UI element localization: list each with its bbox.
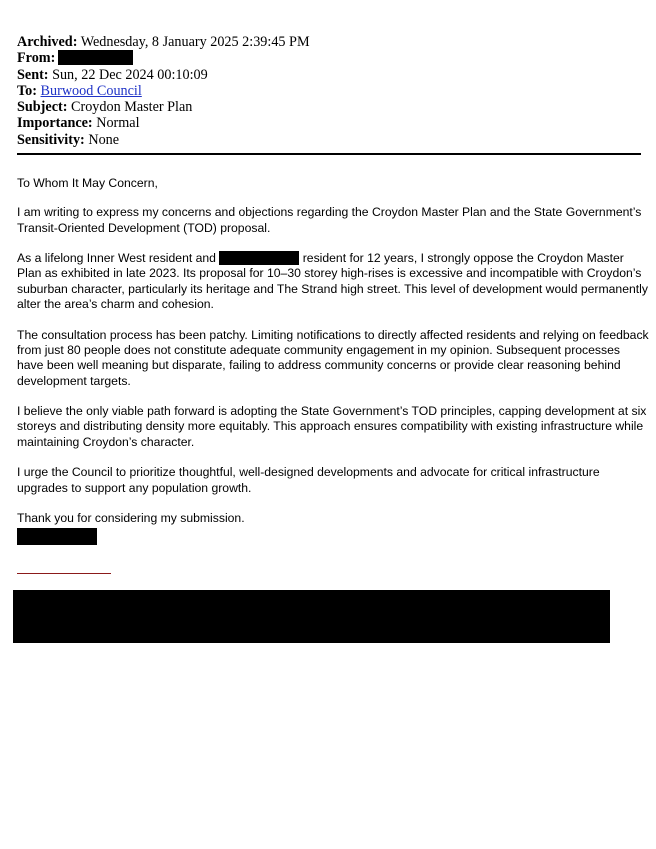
paragraph-3: The consultation process has been patchy. Limiting notifications to directly affected residents and relying on feedback from just 80 people does not constitute adequate community engagement in my opinion. Subsequent processes have been well meaning but disparate, failing to address community concerns or provide clear reasoning behind development targets.: [17, 327, 649, 388]
footer-redaction: [13, 590, 610, 643]
paragraph-1: I am writing to express my concerns and objections regarding the Croydon Master Plan and the State Government’s Transit-Oriented Development (TOD) proposal.: [17, 205, 642, 235]
email-header: [17, 34, 310, 148]
sent-label: Sent:: [17, 66, 49, 83]
archived-row: [17, 34, 310, 50]
sensitivity-value: None: [88, 131, 120, 148]
sent-value: Sun, 22 Dec 2024 00:10:09: [52, 66, 208, 83]
subject-row: [17, 99, 310, 115]
to-label: To:: [17, 82, 37, 99]
importance-value: Normal: [96, 115, 140, 132]
from-label: From:: [17, 50, 56, 67]
signature-rule: [17, 573, 111, 574]
closing-line: Thank you for considering my submission.: [17, 511, 245, 526]
archived-value: Wednesday, 8 January 2025 2:39:45 PM: [80, 34, 310, 50]
to-link[interactable]: Burwood Council: [40, 82, 142, 99]
sensitivity-label: Sensitivity:: [17, 131, 85, 148]
importance-row: [17, 115, 310, 131]
paragraph-2: [17, 251, 649, 312]
paragraph-4: I believe the only viable path forward is adopting the State Government’s TOD principles, capping development at six storeys and distributing density more equitably. This approach ensures compatibility with existing infrastructure while maintaining Croydon’s character.: [17, 404, 647, 449]
inline-redaction: [219, 251, 299, 265]
greeting: To Whom It May Concern,: [17, 176, 158, 190]
importance-label: Importance:: [17, 115, 93, 132]
header-divider: [17, 153, 641, 155]
from-row: [17, 50, 310, 66]
paragraph-2-end: resident for 12 years, I strongly oppose the Croydon Master Plan as exhibited in late 2023. Its proposal for 10–30 storey high-rises is excessive and incompatible with Croydon’s suburban character, particularly its heritage and The Strand high street. This level of development would permanently alter the area’s charm and cohesion.: [17, 251, 648, 312]
archived-label: Archived:: [17, 34, 78, 50]
paragraph-5: I urge the Council to prioritize thoughtful, well-designed developments and advocate for critical infrastructure upgrades to support any population growth.: [17, 465, 600, 495]
sensitivity-row: [17, 132, 310, 148]
subject-label: Subject:: [17, 99, 68, 116]
signature-redaction: [17, 528, 97, 545]
sent-row: [17, 67, 310, 83]
email-body: [17, 176, 649, 527]
paragraph-2-start: As a lifelong Inner West resident and: [17, 251, 216, 266]
subject-value: Croydon Master Plan: [71, 99, 193, 116]
to-row: [17, 83, 310, 99]
from-redaction: [58, 50, 133, 65]
